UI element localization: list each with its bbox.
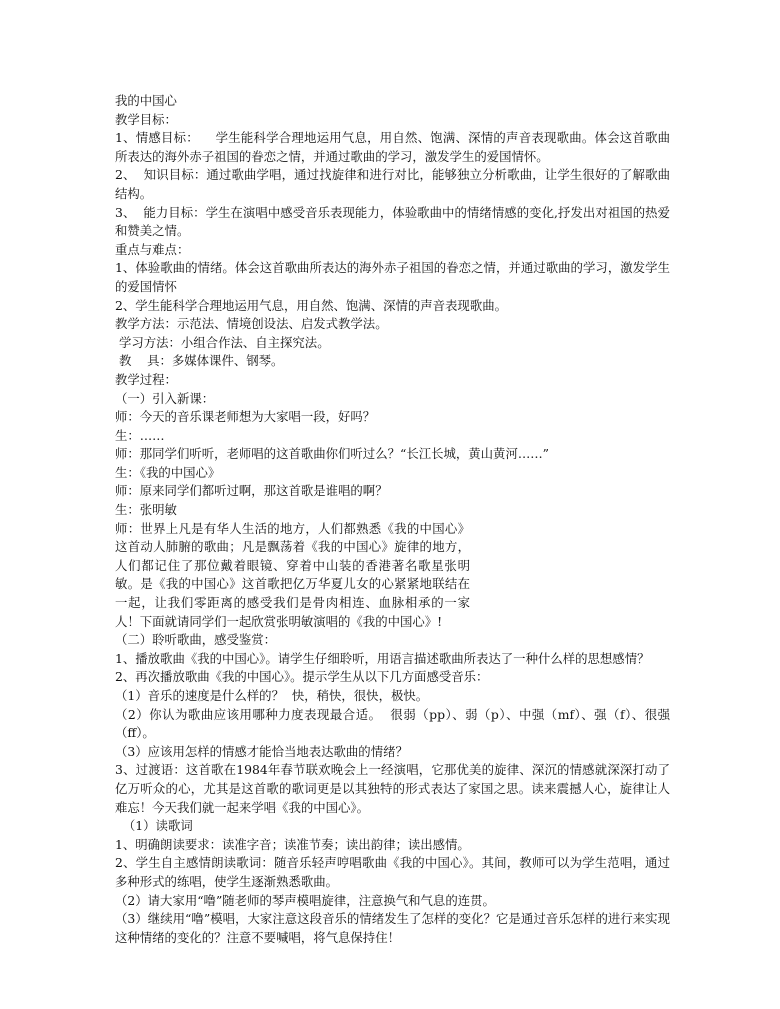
paragraph: 重点与难点： (115, 241, 190, 257)
paragraph: 生：张明敏 (115, 502, 177, 518)
paragraph: 1、情感目标： 学生能科学合理地运用气息，用自然、饱满、深情的声音表现歌曲。体会这首歌曲所表达的海外赤子祖国的眷恋之情，并通过歌曲的学习，激发学生的爱国情怀。 (115, 130, 670, 164)
paragraph: 师：那同学们听听，老师唱的这首歌曲你们听过么？“长江长城，黄山黄河……” (115, 446, 549, 462)
document-page (115, 92, 670, 947)
paragraph: 2、学生自主感情朗读歌词：随音乐轻声哼唱歌曲《我的中国心》。其间，教师可以为学生范唱，通过多种形式的练唱，使学生逐渐熟悉歌曲。 (115, 855, 670, 889)
document-title: 我的中国心 (115, 93, 177, 108)
paragraph: 1、明确朗读要求：读准字音；读准节奏；读出韵律；读出感情。 (115, 836, 470, 852)
paragraph: 2、 知识目标：通过歌曲学唱，通过找旋律和进行对比，能够独立分析歌曲，让学生很好的了解歌曲结构。 (115, 167, 670, 201)
paragraph: （2）请大家用“噜”随老师的琴声模唱旋律，注意换气和气息的连贯。 (115, 892, 495, 908)
narrow-paragraph: 师：世界上凡是有华人生活的地方，人们都熟悉《我的中国心》这首动人肺腑的歌曲；凡是飘荡着《我的中国心》旋律的地方，人们都记住了那位戴着眼镜、穿着中山装的香港著名歌星张明敏。是《我的中国心》这首歌把亿万华夏儿女的心紧紧地联结在一起，让我们零距离的感受我们是骨肉相连、血脉相承的一家人！下面就请同学们一起欣赏张明敏演唱的《我的中国心》! (115, 520, 470, 629)
paragraph: （2）你认为歌曲应该用哪种力度表现最合适。 很弱（pp）、弱（p）、中强（mf）、强（f）、很强（ff）。 (115, 706, 670, 741)
paragraph: 教 具：多媒体课件、钢琴。 (115, 353, 284, 369)
paragraph: 3、 能力目标：学生在演唱中感受音乐表现能力，体验歌曲中的情绪情感的变化,抒发出对祖国的热爱和赞美之情。 (115, 204, 670, 239)
paragraph: 1、播放歌曲《我的中国心》。请学生仔细聆听，用语言描述歌曲所表达了一种什么样的思想感情？ (115, 650, 650, 666)
paragraph: （3）应该用怎样的情感才能恰当地表达歌曲的情绪？ (115, 743, 408, 759)
paragraph: （1）读歌词 (115, 818, 193, 834)
paragraph: （1）音乐的速度是什么样的？ 快，稍快，很快，极快。 (115, 688, 429, 703)
paragraph: 2、再次播放歌曲《我的中国心》。提示学生从以下几方面感受音乐： (115, 669, 489, 685)
paragraph: 生：《我的中国心》 (115, 464, 221, 480)
paragraph: （一）引入新课： (115, 390, 215, 406)
paragraph: 师：原来同学们都听过啊，那这首歌是谁唱的啊？ (115, 483, 388, 499)
paragraph: （二）聆听歌曲，感受鉴赏： (115, 632, 277, 648)
paragraph: 3、过渡语：这首歌在1984年春节联欢晚会上一经演唱，它那优美的旋律、深沉的情感就深深打动了亿万听众的心，尤其是这首歌的歌词更是以其独特的形式表达了家国之思。读来震撼人心，旋律让人难忘！今天我们就一起来学唱《我的中国心》。 (115, 762, 670, 815)
paragraph: 学习方法：小组合作法、自主探究法。 (115, 334, 330, 350)
paragraph: 1、体验歌曲的情绪。体会这首歌曲所表达的海外赤子祖国的眷恋之情，并通过歌曲的学习，激发学生的爱国情怀 (115, 260, 670, 294)
paragraph: 2、学生能科学合理地运用气息，用自然、饱满、深情的声音表现歌曲。 (115, 297, 507, 313)
paragraph: （3）继续用“噜”模唱，大家注意这段音乐的情绪发生了怎样的变化？它是通过音乐怎样的进行来实现这种情绪的变化的？注意不要喊唱，将气息保持住！ (115, 911, 670, 945)
paragraph: 师：今天的音乐课老师想为大家唱一段，好吗？ (115, 409, 376, 425)
paragraph: 教学方法：示范法、情境创设法、启发式教学法。 (115, 316, 388, 332)
paragraph: 教学目标： (115, 111, 177, 127)
paragraph: 生：…… (115, 427, 165, 443)
paragraph: 教学过程： (115, 371, 177, 387)
